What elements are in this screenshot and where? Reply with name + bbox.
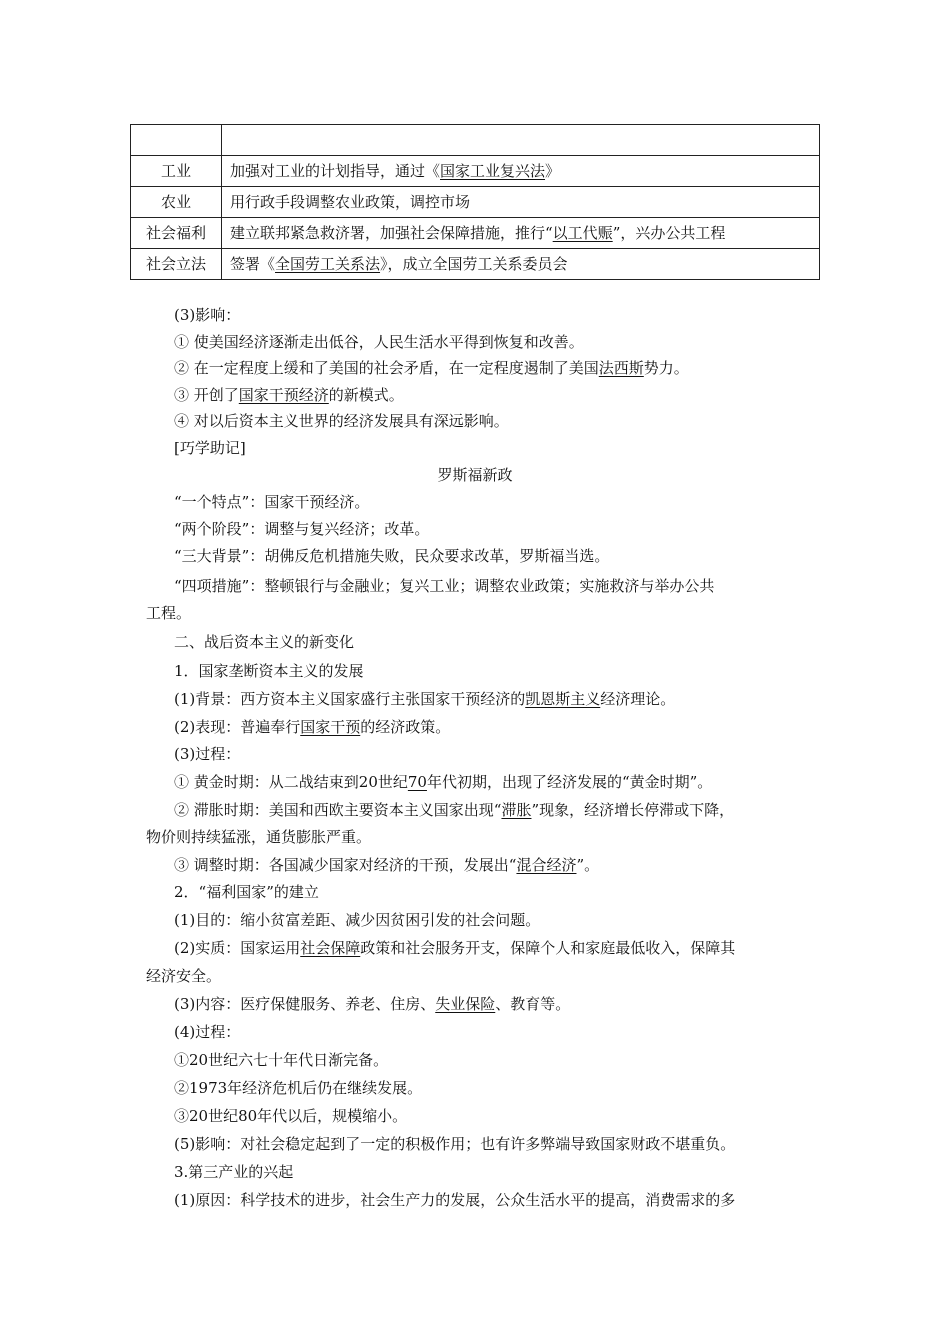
measure-text: 加强对工业的计划指导，通过《 (230, 162, 441, 180)
text-segment: 物价则持续猛涨，通货膨胀严重。 (146, 828, 372, 846)
text-segment: (3)内容：医疗保健服务、养老、住房、 (174, 995, 436, 1013)
text-line (174, 632, 354, 652)
text-line (174, 800, 734, 820)
underlined-keyword: 全国劳工关系法 (275, 255, 381, 273)
text-line (174, 576, 714, 596)
text-line (174, 744, 240, 764)
text-segment: (5)影响：对社会稳定起到了一定的积极作用；也有许多弊端导致国家财政不堪重负。 (174, 1135, 736, 1153)
text-segment: (1)目的：缩小贫富差距、减少因贫困引发的社会问题。 (174, 911, 541, 929)
text-segment: 1．国家垄断资本主义的发展 (174, 662, 364, 680)
text-line (174, 492, 369, 512)
text-segment: (2)实质：国家运用 (174, 939, 301, 957)
table-category-cell: 农业 (131, 187, 222, 218)
text-segment: ① 黄金时期：从二战结束到20世纪 (174, 773, 408, 791)
text-line (174, 411, 509, 431)
measure-text: 用行政手段调整农业政策，调控市场 (230, 193, 471, 211)
table-measure-cell (222, 156, 820, 187)
text-line (174, 1162, 293, 1182)
table-category-cell: 社会福利 (131, 218, 222, 249)
measure-text: ”，兴办公共工程 (612, 224, 726, 242)
table-header-cell (131, 125, 222, 156)
text-segment: 2．“福利国家”的建立 (174, 883, 319, 901)
text-line (174, 1078, 422, 1098)
text-segment: (1)原因：科学技术的进步，社会生产力的发展，公众生活水平的提高，消费需求的多 (174, 1191, 736, 1209)
text-segment: ①20世纪六七十年代日渐完备。 (174, 1051, 389, 1069)
text-line (174, 1050, 388, 1070)
text-segment: 二、战后资本主义的新变化 (174, 633, 355, 651)
underlined-keyword: 国家工业复兴法 (440, 162, 546, 180)
text-segment: (3)影响： (174, 306, 241, 324)
text-segment: ③ 调整时期：各国减少国家对经济的干预，发展出“ (174, 856, 517, 874)
table-category-cell: 工业 (131, 156, 222, 187)
text-line (174, 305, 240, 325)
text-line (174, 994, 570, 1014)
text-line (174, 882, 319, 902)
text-segment: (2)表现：普遍奉行 (174, 718, 301, 736)
table-measure-cell (222, 187, 820, 218)
underlined-keyword: 失业保险 (435, 995, 496, 1013)
text-line (146, 827, 371, 847)
table-category-cell: 社会立法 (131, 249, 222, 280)
text-line (174, 1022, 240, 1042)
underlined-keyword: 混合经济 (516, 856, 577, 874)
text-segment: [巧学助记] (174, 439, 246, 457)
text-segment: (3)过程： (174, 745, 241, 763)
text-line (174, 519, 429, 539)
text-segment: ”现象，经济增长停滞或下降， (531, 801, 735, 819)
text-segment: ② 在一定程度上缓和了美国的社会矛盾，在一定程度遏制了美国 (174, 359, 599, 377)
text-line (174, 938, 735, 958)
table-row (131, 156, 820, 187)
text-segment: ③ 开创了 (174, 386, 239, 404)
underlined-keyword: 国家干预经济 (238, 386, 329, 404)
text-line (174, 1106, 407, 1126)
text-line (174, 717, 450, 737)
underlined-keyword: 国家干预 (300, 718, 361, 736)
underlined-keyword: 法西斯 (598, 359, 644, 377)
text-segment: ”。 (576, 856, 600, 874)
text-line (174, 358, 689, 378)
text-segment: 年代初期，出现了经济发展的“黄金时期”。 (426, 773, 713, 791)
text-segment: (4)过程： (174, 1023, 241, 1041)
table-row (131, 249, 820, 280)
measure-text: 》 (545, 162, 561, 180)
text-line (174, 855, 599, 875)
table-row (131, 218, 820, 249)
underlined-keyword: 70 (407, 773, 427, 791)
table-header-row (131, 125, 820, 156)
text-segment: “四项措施”：整顿银行与金融业；复兴工业；调整农业政策；实施救济与举办公共 (174, 577, 715, 595)
text-segment: ③20世纪80年代以后，规模缩小。 (174, 1107, 408, 1125)
underlined-keyword: 滞胀 (501, 801, 532, 819)
underlined-keyword: 社会保障 (300, 939, 361, 957)
text-segment: 的新模式。 (328, 386, 404, 404)
table-measure-cell (222, 218, 820, 249)
text-line (174, 910, 540, 930)
table-row (131, 187, 820, 218)
underlined-keyword: 凯恩斯主义 (525, 690, 601, 708)
text-line (146, 603, 191, 623)
text-line (174, 385, 404, 405)
new-deal-measures-table (130, 124, 820, 280)
mnemonic-title (0, 465, 950, 485)
table-header-cell (222, 125, 820, 156)
text-line (174, 1190, 735, 1210)
measure-text: 》，成立全国劳工关系委员会 (380, 255, 568, 273)
measure-text: 建立联邦紧急救济署，加强社会保障措施，推行“ (230, 224, 553, 242)
text-segment: ②1973年经济危机后仍在继续发展。 (174, 1079, 423, 1097)
text-segment: ① 使美国经济逐渐走出低谷，人民生活水平得到恢复和改善。 (174, 333, 584, 351)
text-segment: 的经济政策。 (360, 718, 451, 736)
text-segment: ④ 对以后资本主义世界的经济发展具有深远影响。 (174, 412, 509, 430)
text-line (174, 689, 675, 709)
text-segment: ② 滞胀时期：美国和西欧主要资本主义国家出现“ (174, 801, 502, 819)
text-segment: “一个特点”：国家干预经济。 (174, 493, 370, 511)
text-line (174, 772, 712, 792)
text-segment: 经济安全。 (146, 967, 222, 985)
text-line (174, 661, 364, 681)
text-segment: 政策和社会服务开支，保障个人和家庭最低收入，保障其 (360, 939, 736, 957)
text-line (174, 1134, 735, 1154)
text-segment: 罗斯福新政 (437, 466, 513, 484)
text-segment: 工程。 (146, 604, 192, 622)
text-line (174, 332, 584, 352)
text-segment: 经济理论。 (600, 690, 676, 708)
measure-text: 签署《 (230, 255, 276, 273)
underlined-keyword: 以工代赈 (552, 224, 613, 242)
table-measure-cell (222, 249, 820, 280)
text-segment: 势力。 (643, 359, 689, 377)
text-line (174, 546, 609, 566)
text-segment: 3.第三产业的兴起 (174, 1163, 294, 1181)
text-segment: (1)背景：西方资本主义国家盛行主张国家干预经济的 (174, 690, 526, 708)
text-line (146, 966, 221, 986)
text-segment: “三大背景”：胡佛反危机措施失败，民众要求改革，罗斯福当选。 (174, 547, 610, 565)
text-segment: 、教育等。 (495, 995, 571, 1013)
text-segment: “两个阶段”：调整与复兴经济；改革。 (174, 520, 430, 538)
text-line (174, 438, 246, 458)
